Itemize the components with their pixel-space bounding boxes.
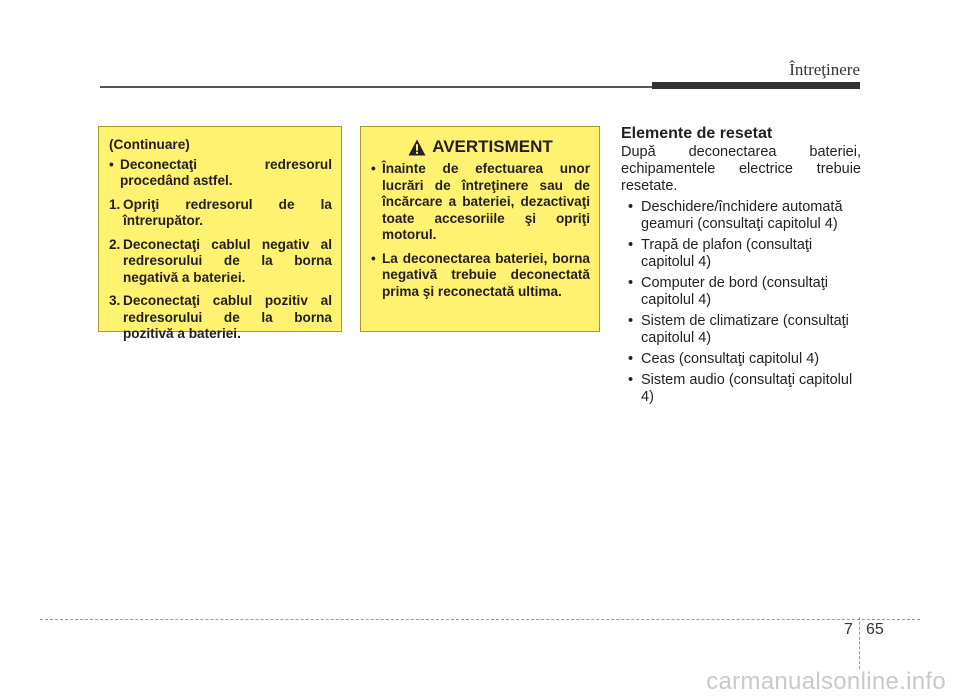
footer-chapter-number: 7 — [844, 621, 853, 638]
bullet-icon: • — [371, 161, 376, 176]
bullet-icon: • — [628, 372, 634, 388]
warning-triangle-icon — [408, 139, 426, 156]
bullet-icon: • — [371, 250, 376, 266]
reset-list-item — [621, 372, 861, 406]
warning-item-text: Înainte de efectuarea unor lucrări de întreţinere sau de încărcare a bateriei, dezactivaţi toate accesoriile şi opriţi motorul. — [382, 161, 590, 242]
step-number: 1. — [109, 196, 121, 212]
bullet-icon: • — [628, 237, 634, 253]
warning-box — [360, 126, 600, 332]
warning-heading — [371, 137, 590, 157]
footer-page-separator — [859, 617, 860, 669]
bullet-icon: • — [628, 313, 634, 329]
bullet-icon: • — [628, 351, 634, 367]
reset-list-item-text: Trapă de plafon (consultaţi capitolul 4) — [641, 237, 813, 270]
bullet-icon: • — [628, 275, 634, 291]
disconnect-bullet-text: Deconectaţi redresorul procedând astfel. — [120, 156, 332, 188]
warning-item — [371, 161, 590, 244]
step-text: Deconectaţi cablul negativ al redresorului de la borna negativă a bateriei. — [123, 236, 332, 285]
bullet-icon: • — [628, 199, 634, 215]
reset-list-item — [621, 275, 861, 309]
reset-list-item-text: Computer de bord (consultaţi capitolul 4) — [641, 275, 828, 308]
footer-rule — [40, 619, 920, 620]
warning-item-text: La deconectarea bateriei, borna negativă trebuie deconectată prima şi reconectată ultima. — [382, 250, 590, 299]
header-rule-accent — [652, 82, 860, 89]
reset-section-intro: După deconectarea bateriei, echipamentele electrice trebuie resetate. — [621, 144, 861, 194]
reset-list-item-text: Deschidere/închidere automată geamuri (consultaţi capitolul 4) — [641, 199, 843, 232]
reset-list-item — [621, 237, 861, 271]
footer-page-number: 65 — [866, 621, 884, 638]
step-text: Opriţi redresorul de la întrerupător. — [123, 196, 332, 228]
step-item — [109, 237, 332, 287]
disconnect-bullet — [109, 157, 332, 190]
reset-list-item — [621, 199, 861, 233]
warning-item — [371, 251, 590, 301]
step-text: Deconectaţi cablul pozitiv al redresorului de la borna pozitivă a bateriei. — [123, 293, 332, 341]
step-item — [109, 197, 332, 230]
reset-list-item-text: Ceas (consultaţi capitolul 4) — [641, 351, 820, 367]
step-item — [109, 293, 332, 343]
reset-section-title: Elemente de resetat — [621, 125, 773, 142]
watermark: carmanualsonline.info — [706, 668, 946, 695]
reset-list-item-text: Sistem de climatizare (consultaţi capitolul 4) — [641, 313, 849, 346]
reset-list-item — [621, 313, 861, 347]
step-number: 3. — [109, 293, 121, 308]
section-title: Întreţinere — [789, 60, 860, 79]
continued-label: (Continuare) — [109, 137, 190, 152]
reset-section — [621, 124, 861, 406]
reset-list-item — [621, 351, 861, 368]
warning-heading-text: AVERTISMENT — [432, 137, 553, 156]
step-number: 2. — [109, 236, 121, 252]
reset-list-item-text: Sistem audio (consultaţi capitolul 4) — [641, 372, 853, 405]
continued-note-box — [98, 126, 342, 341]
bullet-icon: • — [109, 156, 114, 172]
